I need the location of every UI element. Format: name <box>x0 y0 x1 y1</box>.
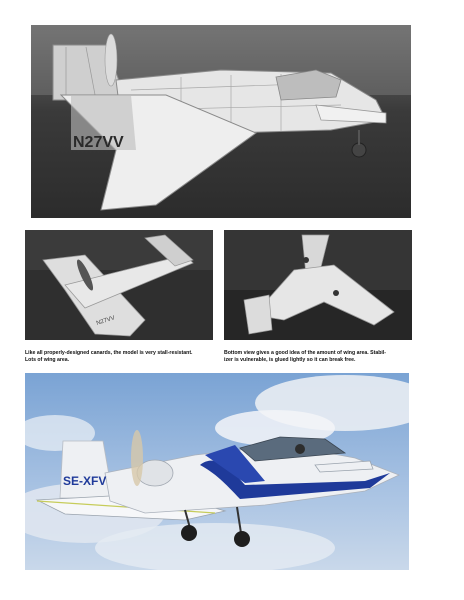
caption-left: Like all properly-designed canards, the model is very stall-resistant. Lots of wing area. <box>25 350 193 363</box>
model-top-photo <box>25 230 213 340</box>
full-size-aircraft-photo <box>25 373 409 570</box>
model-bottom-photo <box>224 230 412 340</box>
model-top-registration-text: N27VV <box>95 315 116 327</box>
aircraft-registration-text: SE-XFV <box>63 474 107 488</box>
model-side-photo <box>31 25 411 218</box>
caption-right: Bottom view gives a good idea of the amount of wing area. Stabil- izer is vulnerable, is glued lightly so it can break free. <box>224 350 386 363</box>
model-registration-text: N27VV <box>73 134 124 151</box>
